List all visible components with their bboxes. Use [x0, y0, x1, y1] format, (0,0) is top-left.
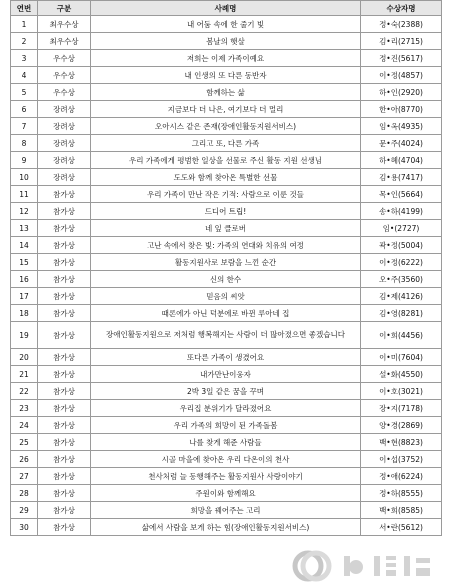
cell-no: 4	[11, 67, 38, 84]
cell-winner: 양•경(2869)	[361, 417, 442, 434]
cell-no: 20	[11, 349, 38, 366]
table-row	[11, 288, 442, 305]
award-results-table	[10, 0, 442, 536]
cell-category: 참가상	[38, 254, 91, 271]
table-row	[11, 519, 442, 536]
table-row	[11, 271, 442, 288]
cell-no: 8	[11, 135, 38, 152]
table-row	[11, 434, 442, 451]
cell-category: 참가상	[38, 400, 91, 417]
cell-category: 참가상	[38, 322, 91, 349]
cell-title: 신의 한수	[91, 271, 361, 288]
table-row	[11, 135, 442, 152]
table-row	[11, 67, 442, 84]
cell-no: 16	[11, 271, 38, 288]
cell-title: 봄날의 햇살	[91, 33, 361, 50]
cell-no: 19	[11, 322, 38, 349]
cell-no: 30	[11, 519, 38, 536]
cell-category: 참가상	[38, 451, 91, 468]
cell-title: 장애인활동지원으로 저처럼 행복해지는 사람이 더 많아졌으면 좋겠습니다	[91, 322, 361, 349]
cell-no: 10	[11, 169, 38, 186]
cell-winner: 이•정(6222)	[361, 254, 442, 271]
cell-winner: 김•제(4126)	[361, 288, 442, 305]
cell-category: 최우수상	[38, 16, 91, 33]
cell-title: 함께하는 삶	[91, 84, 361, 101]
cell-no: 3	[11, 50, 38, 67]
edaily-logo-icon	[292, 550, 442, 582]
cell-no: 14	[11, 237, 38, 254]
table-row	[11, 237, 442, 254]
cell-no: 24	[11, 417, 38, 434]
table-row	[11, 366, 442, 383]
cell-no: 9	[11, 152, 38, 169]
cell-title: 저희는 이제 가족이예요	[91, 50, 361, 67]
cell-winner: 목•인(5664)	[361, 186, 442, 203]
cell-title: 주원이와 함께해요	[91, 485, 361, 502]
cell-title: 내가만난이웅자	[91, 366, 361, 383]
cell-no: 22	[11, 383, 38, 400]
header-winner: 수상자명	[361, 1, 442, 16]
cell-winner: 송•하(4199)	[361, 203, 442, 220]
cell-category: 참가상	[38, 468, 91, 485]
table-row	[11, 220, 442, 237]
cell-no: 26	[11, 451, 38, 468]
header-category: 구분	[38, 1, 91, 16]
cell-winner: 김•용(7417)	[361, 169, 442, 186]
cell-category: 장려상	[38, 118, 91, 135]
cell-category: 참가상	[38, 383, 91, 400]
table-row	[11, 118, 442, 135]
cell-title: 시골 마을에 찾아온 우리 다온이의 천사	[91, 451, 361, 468]
table-row	[11, 383, 442, 400]
cell-title: 우리 가족에게 평범한 일상을 선물로 주신 활동 지원 선생님	[91, 152, 361, 169]
cell-winner: 장•지(7178)	[361, 400, 442, 417]
cell-category: 장려상	[38, 101, 91, 118]
cell-winner: 임•옥(4935)	[361, 118, 442, 135]
cell-winner: 곽•정(5004)	[361, 237, 442, 254]
header-title: 사례명	[91, 1, 361, 16]
cell-winner: 김•리(2715)	[361, 33, 442, 50]
cell-title: 고난 속에서 찾은 빛: 가족의 연대와 치유의 여정	[91, 237, 361, 254]
cell-no: 1	[11, 16, 38, 33]
cell-category: 우수상	[38, 84, 91, 101]
cell-category: 참가상	[38, 519, 91, 536]
cell-winner: 이•호(3021)	[361, 383, 442, 400]
cell-winner: 이•정(4857)	[361, 67, 442, 84]
cell-winner: 한•아(8770)	[361, 101, 442, 118]
table-row	[11, 451, 442, 468]
cell-title: 도도와 함께 찾아온 특별한 선물	[91, 169, 361, 186]
table-row	[11, 152, 442, 169]
cell-no: 28	[11, 485, 38, 502]
header-no: 연번	[11, 1, 38, 16]
table-row	[11, 305, 442, 322]
cell-no: 6	[11, 101, 38, 118]
cell-title: 나를 찾게 해준 사람들	[91, 434, 361, 451]
cell-winner: 하•인(2920)	[361, 84, 442, 101]
cell-category: 우수상	[38, 50, 91, 67]
cell-category: 참가상	[38, 349, 91, 366]
table-header-row	[11, 1, 442, 16]
cell-title: 우리 가족이 만난 작은 기적: 사람으로 이룬 것들	[91, 186, 361, 203]
cell-no: 7	[11, 118, 38, 135]
cell-category: 참가상	[38, 502, 91, 519]
cell-title: 지금보다 더 나은, 여기보다 더 멀리	[91, 101, 361, 118]
cell-category: 장려상	[38, 152, 91, 169]
cell-title: 천사처럼 늘 동행해주는 활동지원사 사랑이야기	[91, 468, 361, 485]
cell-winner: 김•영(8281)	[361, 305, 442, 322]
cell-title: 드디어 트립!	[91, 203, 361, 220]
table-row	[11, 400, 442, 417]
cell-winner: 하•혜(4704)	[361, 152, 442, 169]
cell-title: 우리집 분위기가 달라졌어요	[91, 400, 361, 417]
results-document	[10, 0, 441, 536]
cell-winner: 임•(2727)	[361, 220, 442, 237]
cell-title: 네 잎 클로버	[91, 220, 361, 237]
table-body	[11, 16, 442, 536]
cell-category: 참가상	[38, 186, 91, 203]
cell-title: 내 인생의 또 다른 동반자	[91, 67, 361, 84]
cell-title: 때론에가 아닌 덕분에로 바뀐 루아네 집	[91, 305, 361, 322]
cell-title: 내 어둠 속에 한 줄기 빛	[91, 16, 361, 33]
cell-no: 29	[11, 502, 38, 519]
cell-category: 장려상	[38, 169, 91, 186]
table-row	[11, 417, 442, 434]
cell-title: 2박 3일 같은 꿈을 꾸며	[91, 383, 361, 400]
cell-winner: 이•미(7604)	[361, 349, 442, 366]
cell-winner: 문•주(4024)	[361, 135, 442, 152]
cell-winner: 이•섭(3752)	[361, 451, 442, 468]
table-row	[11, 349, 442, 366]
table-row	[11, 169, 442, 186]
cell-winner: 설•화(4550)	[361, 366, 442, 383]
table-row	[11, 50, 442, 67]
watermark-logo	[292, 550, 442, 582]
table-row	[11, 502, 442, 519]
table-row	[11, 84, 442, 101]
cell-winner: 오•주(3560)	[361, 271, 442, 288]
table-row	[11, 254, 442, 271]
cell-category: 참가상	[38, 203, 91, 220]
table-row	[11, 468, 442, 485]
cell-winner: 정•숙(2388)	[361, 16, 442, 33]
cell-winner: 백•현(8823)	[361, 434, 442, 451]
cell-no: 13	[11, 220, 38, 237]
cell-winner: 정•하(8555)	[361, 485, 442, 502]
cell-category: 최우수상	[38, 33, 91, 50]
cell-category: 참가상	[38, 485, 91, 502]
cell-title: 활동지원사로 보람을 느낀 순간	[91, 254, 361, 271]
cell-no: 23	[11, 400, 38, 417]
table-row	[11, 186, 442, 203]
cell-title: 믿음의 씨앗	[91, 288, 361, 305]
cell-no: 25	[11, 434, 38, 451]
table-row	[11, 16, 442, 33]
cell-category: 참가상	[38, 237, 91, 254]
cell-title: 오아시스 같은 존재(장애인활동지원서비스)	[91, 118, 361, 135]
table-row	[11, 485, 442, 502]
cell-category: 참가상	[38, 434, 91, 451]
cell-no: 15	[11, 254, 38, 271]
cell-no: 12	[11, 203, 38, 220]
cell-title: 그리고 또, 다른 가족	[91, 135, 361, 152]
cell-winner: 서•란(5612)	[361, 519, 442, 536]
cell-no: 5	[11, 84, 38, 101]
cell-no: 2	[11, 33, 38, 50]
cell-winner: 정•진(5617)	[361, 50, 442, 67]
table-row	[11, 322, 442, 349]
cell-category: 참가상	[38, 220, 91, 237]
cell-title: 희망을 꿰어주는 고리	[91, 502, 361, 519]
cell-no: 11	[11, 186, 38, 203]
cell-category: 참가상	[38, 271, 91, 288]
cell-title: 우리 가족의 희망이 된 가족돌봄	[91, 417, 361, 434]
cell-winner: 백•희(8585)	[361, 502, 442, 519]
cell-winner: 정•애(6224)	[361, 468, 442, 485]
table-row	[11, 33, 442, 50]
table-row	[11, 203, 442, 220]
cell-category: 참가상	[38, 305, 91, 322]
cell-category: 참가상	[38, 366, 91, 383]
cell-title: 삶에서 사람을 보게 하는 힘(장애인활동지원서비스)	[91, 519, 361, 536]
cell-category: 참가상	[38, 417, 91, 434]
cell-no: 17	[11, 288, 38, 305]
cell-title: 또다른 가족이 생겼어요	[91, 349, 361, 366]
cell-no: 27	[11, 468, 38, 485]
cell-no: 18	[11, 305, 38, 322]
table-row	[11, 101, 442, 118]
cell-category: 참가상	[38, 288, 91, 305]
cell-no: 21	[11, 366, 38, 383]
cell-category: 우수상	[38, 67, 91, 84]
cell-category: 장려상	[38, 135, 91, 152]
cell-winner: 이•희(4456)	[361, 322, 442, 349]
